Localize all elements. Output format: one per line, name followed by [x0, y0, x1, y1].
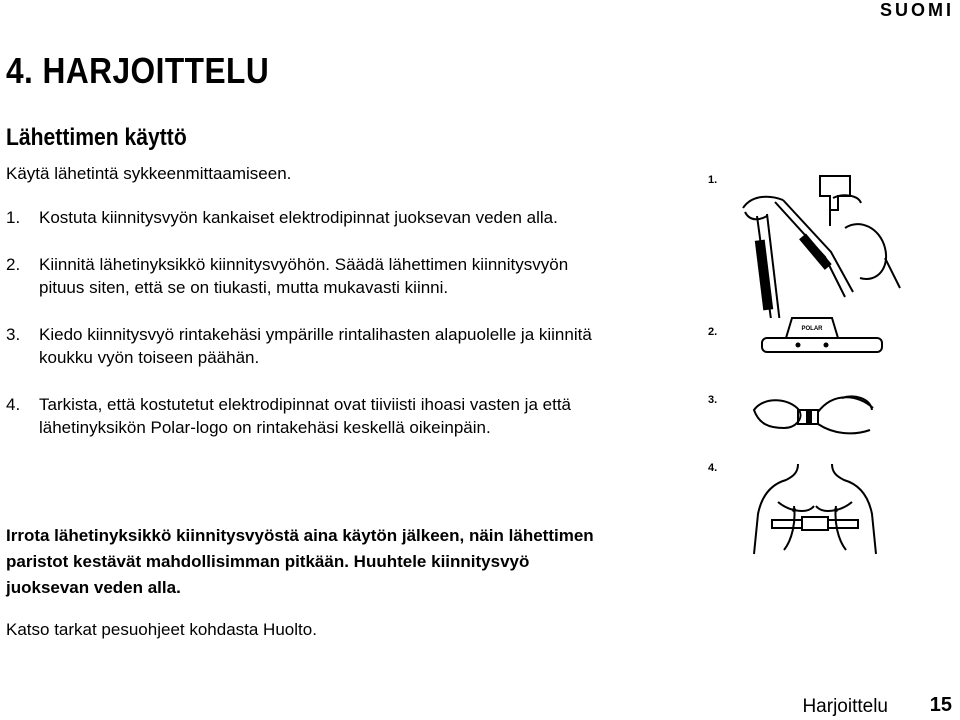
- figure-label-2: 2.: [708, 326, 718, 338]
- steps-list: [6, 206, 616, 463]
- step-item: [6, 206, 616, 230]
- polar-logo: POLAR: [801, 326, 823, 332]
- care-note: Irrota lähetinyksikkö kiinnitysvyöstä aina käytön jälkeen, näin lähettimen paristot kestävät mahdollisimman pitkään. Huuhtele kiinnitysvyö juoksevan veden alla.: [6, 526, 594, 597]
- step-text: Kiedo kiinnitysvyö rintakehäsi ympärille rintalihasten alapuolelle ja kiinnitä koukku vyön toiseen päähän.: [39, 324, 592, 367]
- section-heading: Lähettimen käyttö: [6, 124, 187, 151]
- wet-strap-illustration: [735, 168, 905, 318]
- step-item: [6, 323, 616, 370]
- torso-strap-illustration: [750, 462, 880, 557]
- hook-strap-illustration: [750, 388, 880, 443]
- step-item: [6, 393, 616, 440]
- intro-text: Käytä lähetintä sykkeenmittaamiseen.: [6, 164, 292, 183]
- step-text: Tarkista, että kostutetut elektrodipinnat ovat tiiviisti ihoasi vasten ja että lähetinyksikön Polar-logo on rintakehäsi keskellä oikeinpäin.: [39, 394, 571, 437]
- figure-label-3: 3.: [708, 394, 718, 406]
- figure-label-1: 1.: [708, 174, 718, 186]
- chapter-title: 4. HARJOITTELU: [6, 50, 270, 91]
- step-text: Kostuta kiinnitysvyön kankaiset elektrodipinnat juoksevan veden alla.: [39, 208, 558, 227]
- step-number: 2.: [6, 254, 21, 274]
- page-number: 15: [929, 694, 952, 716]
- step-number: 3.: [6, 324, 21, 344]
- step-number: 4.: [6, 394, 21, 414]
- figure-label-4: 4.: [708, 462, 718, 474]
- step-number: 1.: [6, 208, 21, 227]
- language-tag: SUOMI: [879, 0, 954, 20]
- step-item: [6, 253, 616, 300]
- transmitter-strap-illustration: [760, 310, 885, 360]
- footer-section-name: Harjoittelu: [802, 696, 888, 717]
- see-also-text: Katso tarkat pesuohjeet kohdasta Huolto.: [6, 620, 317, 639]
- step-text: Kiinnitä lähetinyksikkö kiinnitysvyöhön. Säädä lähettimen kiinnitysvyön pituus siten, että se on tiukasti, mutta mukavasti kiinni.: [39, 254, 569, 297]
